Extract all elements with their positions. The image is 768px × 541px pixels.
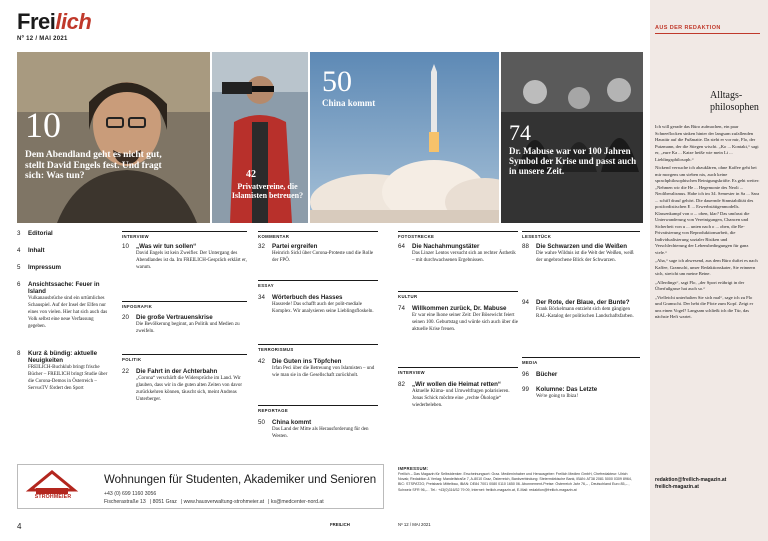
tile-page-number: 74 xyxy=(509,120,531,145)
toc-description: Die wahre Wildnis ist die Welt der Weißen, weiß der ungebrochene Blick der Schwarzen. xyxy=(536,251,634,263)
section-label: TERRORISMUS xyxy=(258,347,294,352)
contact-website[interactable]: freilich-magazin.at xyxy=(655,484,699,491)
toc-page-number: 82 xyxy=(398,381,405,388)
toc-title: Der Rote, der Blaue, der Bunte? xyxy=(536,299,630,306)
contact-email[interactable]: redaktion@freilich-magazin.at xyxy=(655,477,727,483)
toc-title: „Wir wollen die Heimat retten“ xyxy=(412,381,501,388)
column-rule xyxy=(398,231,518,232)
ad-website[interactable]: www.hausverwaltung-strohmeier.at xyxy=(183,499,265,505)
toc-title: Partei ergreifen xyxy=(272,243,318,250)
toc-description: Die Bevölkerung beginnt, an Politik und Medien zu zweifeln. xyxy=(136,322,240,334)
toc-title: Ansichtssache: Feuer in Island xyxy=(28,281,100,295)
footer-brand: FREILICH xyxy=(330,522,350,527)
toc-description: David Engels ist kein Zweifler. Der Untergang des Abendlandes ist da. Im FREILICH-Gespräch erklärt er, warum. xyxy=(136,251,247,270)
toc-entry[interactable] xyxy=(122,314,247,336)
section-label: KOMMENTAR xyxy=(258,234,290,239)
toc-page-number: 22 xyxy=(122,368,129,375)
section-label: KULTUR xyxy=(398,294,418,299)
toc-entry[interactable] xyxy=(522,243,640,265)
tile-caption: Privatvereine, die Islamisten betreuen? xyxy=(231,182,304,200)
toc-description: Frank Böckelmann entzieht sich dem gängigen RAL-Katalog der politischen Landschaftsfarben. xyxy=(536,307,634,319)
toc-title: Impressum xyxy=(28,264,62,271)
toc-title: China kommt xyxy=(272,419,312,426)
toc-page-number: 5 xyxy=(17,264,21,271)
sidebar-rule xyxy=(655,33,760,34)
sidebar-paragraph: „Allerdings“, sagt Flo, „der Sport erübrigt in der Überfußgasse hat auch so.“ xyxy=(655,279,745,292)
toc-page-number: 3 xyxy=(17,230,21,237)
toc-page-number: 10 xyxy=(122,243,129,250)
column-rule xyxy=(258,344,378,345)
tile-islamisten[interactable] xyxy=(212,52,308,223)
toc-title: Inhalt xyxy=(28,247,45,254)
toc-page-number: 32 xyxy=(258,243,265,250)
tile-caption: Dr. Mabuse war vor 100 Jahren Symbol der Krise und passt auch in unsere Zeit. xyxy=(509,146,637,177)
section-label: FOTOSTRECKE xyxy=(398,234,435,239)
toc-item[interactable] xyxy=(17,247,109,254)
toc-description: We're going to Ibiza! xyxy=(536,394,579,399)
section-label: INTERVIEW xyxy=(398,370,425,375)
toc-title: Editorial xyxy=(28,230,53,237)
tile-china[interactable] xyxy=(310,52,499,223)
toc-entry[interactable] xyxy=(258,294,378,316)
toc-description: Das Linzer Lentos versucht sich an rechter Ästhetik – mit durchwachsenen Ergebnissen. xyxy=(412,251,516,263)
toc-page-number: 6 xyxy=(17,281,21,288)
toc-title: Die Nachahmungstäter xyxy=(412,243,480,250)
tile-engels[interactable] xyxy=(17,52,210,223)
ad-headline: Wohnungen für Studenten, Akademiker und Senioren xyxy=(104,474,377,486)
toc-title: Bücher xyxy=(536,371,558,378)
toc-title: Kurz & bündig: aktuelle Neuigkeiten xyxy=(28,350,98,364)
sidebar-paragraph: Ich will gerade das Büro aufmachen, ein paar Schneeflocken sinken hinter der langsam zufallenden Haustür auf die Fußmatte. Da steht er vor mir, Flo, der Putzmann, der die Stiegen wischt. „Ko ... Kontakt,“ sagt er, „eure Ka ... Katze heiße wie mein Li ... Lieblingsphilosoph.“ xyxy=(655,124,759,162)
toc-page-number: 94 xyxy=(522,299,529,306)
toc-page-number: 96 xyxy=(522,371,529,378)
sidebar-contact xyxy=(655,477,760,492)
toc-page-number: 99 xyxy=(522,386,529,393)
magazine-logo: Freilich xyxy=(17,9,92,34)
toc-entry[interactable] xyxy=(398,305,518,334)
cover-strip xyxy=(17,52,643,223)
ad-phone[interactable]: +43 (0) 699 1160 3056 xyxy=(104,491,157,497)
column-rule xyxy=(122,231,247,232)
toc-entry[interactable] xyxy=(122,368,247,404)
tile-caption: Dem Abendland geht es nicht gut, stellt David Engels fest. Und fragt sich: Was tun? xyxy=(25,150,162,182)
toc-item[interactable] xyxy=(17,264,109,271)
toc-page-number: 4 xyxy=(17,247,21,254)
toc-title: Kolumne: Das Letzte xyxy=(536,386,598,393)
tile-caption: China kommt xyxy=(322,98,376,108)
toc-entry[interactable] xyxy=(398,381,518,410)
toc-description: FREILICH-Buchklub bringt frische Bücher – FREILICH bringt Studie über die Corona-Demos in Österreich – ServusTV fördert den Sport xyxy=(28,365,108,391)
toc-description: Das Land der Mitte als Herausforderung für den Westen. xyxy=(272,427,369,439)
ad-address: Fischerastraße 13 xyxy=(104,499,146,505)
toc-title: Willkommen zurück, Dr. Mabuse xyxy=(412,305,507,312)
toc-description: Er war eine Ikone seiner Zeit: Der Bösewicht feiert seinen 100. Geburtstag und würde sich auch über die aktuelle Krise freuen. xyxy=(412,313,518,332)
column-rule xyxy=(258,405,378,406)
column-rule xyxy=(122,301,247,302)
column-rule xyxy=(398,291,518,292)
toc-page-number: 74 xyxy=(398,305,405,312)
toc-entry[interactable] xyxy=(522,371,640,378)
toc-item[interactable] xyxy=(17,350,109,393)
toc-title: Die Guten ins Töpfchen xyxy=(272,358,342,365)
toc-item[interactable] xyxy=(17,230,109,237)
toc-title: Die große Vertrauenskrise xyxy=(136,314,213,321)
toc-description: Vulkanausbrüche sind ein urtümliches Schauspiel. Auf der Insel der Elfen nur eines von vielen. Hier hat sich auch das Volk selbst eine neue Verfassung gegeben. xyxy=(28,296,108,329)
sidebar-paragraph: „Vielleicht unterhalten Sie sich mal“, sage ich zu Flo und Gramschi. Der hebt die Pfote zum Kopf. Zeigt er uns einen Vogel? Langsam schließt ich die Tür, das nächste Heft wartet. xyxy=(655,294,754,320)
toc-page-number: 50 xyxy=(258,419,265,426)
ad-brand: STROHMEIER xyxy=(34,494,72,500)
toc-item[interactable] xyxy=(17,281,109,330)
toc-description: „Corona“ verschärft die Widersprüche im Land. Wir glauben, dass wir in die guten alten Zeiten von davor zurückkehren können, täuscht sich, meint Andreas Unterberger. xyxy=(136,376,243,402)
column-rule xyxy=(398,367,518,368)
toc-entry[interactable] xyxy=(258,358,378,380)
sidebar-header: AUS DER REDAKTION xyxy=(655,25,721,31)
toc-title: „Was wir tun sollen“ xyxy=(136,243,197,250)
toc-page-number: 88 xyxy=(522,243,529,250)
toc-page-number: 20 xyxy=(122,314,129,321)
section-label: MEDIA xyxy=(522,360,538,365)
toc-entry[interactable] xyxy=(522,386,640,401)
column-rule xyxy=(522,357,640,358)
toc-page-number: 34 xyxy=(258,294,265,301)
section-label: ESSAY xyxy=(258,283,274,288)
toc-title: Die Fahrt in der Achterbahn xyxy=(136,368,218,375)
issue-label: Nº 12 / MAI 2021 xyxy=(17,36,68,42)
section-label: LESESTÜCK xyxy=(522,234,552,239)
toc-entry[interactable] xyxy=(522,299,640,321)
toc-title: Die Schwarzen und die Weißen xyxy=(536,243,627,250)
sidebar-paragraph: Nickend versuche ich abzuklären, ohne Kaffee geht bei mir morgens um sieben nix, auch keine sprachphilosophischen Reinigungskräfte. Es geht weiter: „Nehmen wir die He ... Hegemonie des Neoli ... Neoliberalismus. Habe ich im 34. Semester in Sa ... Sara ... schiff drauf gehört. Die dauernde Sinnstabilität des postfordistischen E ... Erwerbstätigenmodells. Klassenkampf von o ... oben, klar? Das umfasst die Unterwanderung von Vereinigungen, Chancen und Sicherheit von u ... unten nach o ... oben, die Re-Privatisierung von Reproduktionsarbeit, die Individualisierung sozialer Risiken und Verschlechterung der Lebensbedingungen für ganz viele.“ xyxy=(655,165,760,255)
toc-page-number: 8 xyxy=(17,350,21,357)
column-rule xyxy=(258,280,378,281)
sidebar-paragraph: „Aha,“ sage ich abwesend, aus dem Büro duftet es nach Kaffee, Gramschi, unser Redaktionskater, Sie erinnern sich, streicht um meine Beine. xyxy=(655,258,758,277)
section-label: REPORTAGE xyxy=(258,408,289,413)
toc-page-number: 64 xyxy=(398,243,405,250)
toc-description: Hassrede! Das schafft auch der polit-mediale Komplex. Wir analysieren seine Lieblingsfloskeln. xyxy=(272,302,374,314)
toc-entry[interactable] xyxy=(258,243,378,265)
toc-description: Heinrich Sickl über Corona-Proteste und die Rolle der FPÖ. xyxy=(272,251,374,263)
impressum-header: IMPRESSUM: xyxy=(398,466,429,471)
tile-page-number: 42 xyxy=(246,169,256,180)
sidebar-body xyxy=(655,124,760,323)
tile-page-number: 50 xyxy=(322,65,352,98)
section-label: INTERVIEW xyxy=(122,234,149,239)
toc-entry[interactable] xyxy=(258,419,378,441)
footer-issue: Nº 12 / MAI 2021 xyxy=(398,522,431,527)
column-rule xyxy=(122,354,247,355)
column-rule xyxy=(258,231,378,232)
toc-description: Irfan Peci über die Betreuung von Islamisten – und wie man sie in die Gesellschaft zurückholt. xyxy=(272,366,375,378)
tile-mabuse[interactable] xyxy=(501,52,643,223)
impressum-body: Freilich – Das Magazin für Selbstdenker. Erscheinungsort: Graz. Medieninhaber und Herausgeber: Freilich Medien GmbH, Chefredakteur: Ulrich Novak; Redaktion & Verlag: Mandellstraße 7, A-8010 Graz, Österreich, Bankverbindung: Steiermärkische Bank, IBAN: AT38 2081 5000 0309 8964, BIC: STSPAT2G; Preisbank Mittelbau, IBAN: DE84 7001 0080 0110 1650 06. Abonnement-Preise: Österreich Jahr 76,– , Deutschland Euro 85,– , Schweiz SFR 96,– . Tel.: +43(0)316/32 79 09, Internet: freilich-magazin.at, E-Mail: redaktion@freilich-magazin.at xyxy=(398,472,632,492)
ad-details: +43 (0) 699 1160 3056 Fischerastraße 13 | 8051 Graz | www.hausverwaltung-strohmeier.at | ks@medcenter-nord.at xyxy=(104,491,324,505)
ad-email[interactable]: ks@medcenter-nord.at xyxy=(270,499,324,505)
sidebar-title: Alltags-philosophen xyxy=(710,90,759,113)
toc-entry[interactable] xyxy=(398,243,518,265)
toc-page-number: 42 xyxy=(258,358,265,365)
toc-title: Wörterbuch des Hasses xyxy=(272,294,343,301)
column-rule xyxy=(522,231,640,232)
page-number: 4 xyxy=(17,522,22,531)
ad-city: 8051 Graz xyxy=(152,499,177,505)
toc-entry[interactable] xyxy=(122,243,247,272)
toc-description: Aktuelle Klima- und Umweltfragen polarisieren. Jonas Schick möchte eine „rechte Ökologie“ wiederbeleben. xyxy=(412,389,510,408)
section-label: POLITIK xyxy=(122,357,142,362)
tile-page-number: 10 xyxy=(25,105,61,145)
section-label: INFOGRAFIK xyxy=(122,304,153,309)
